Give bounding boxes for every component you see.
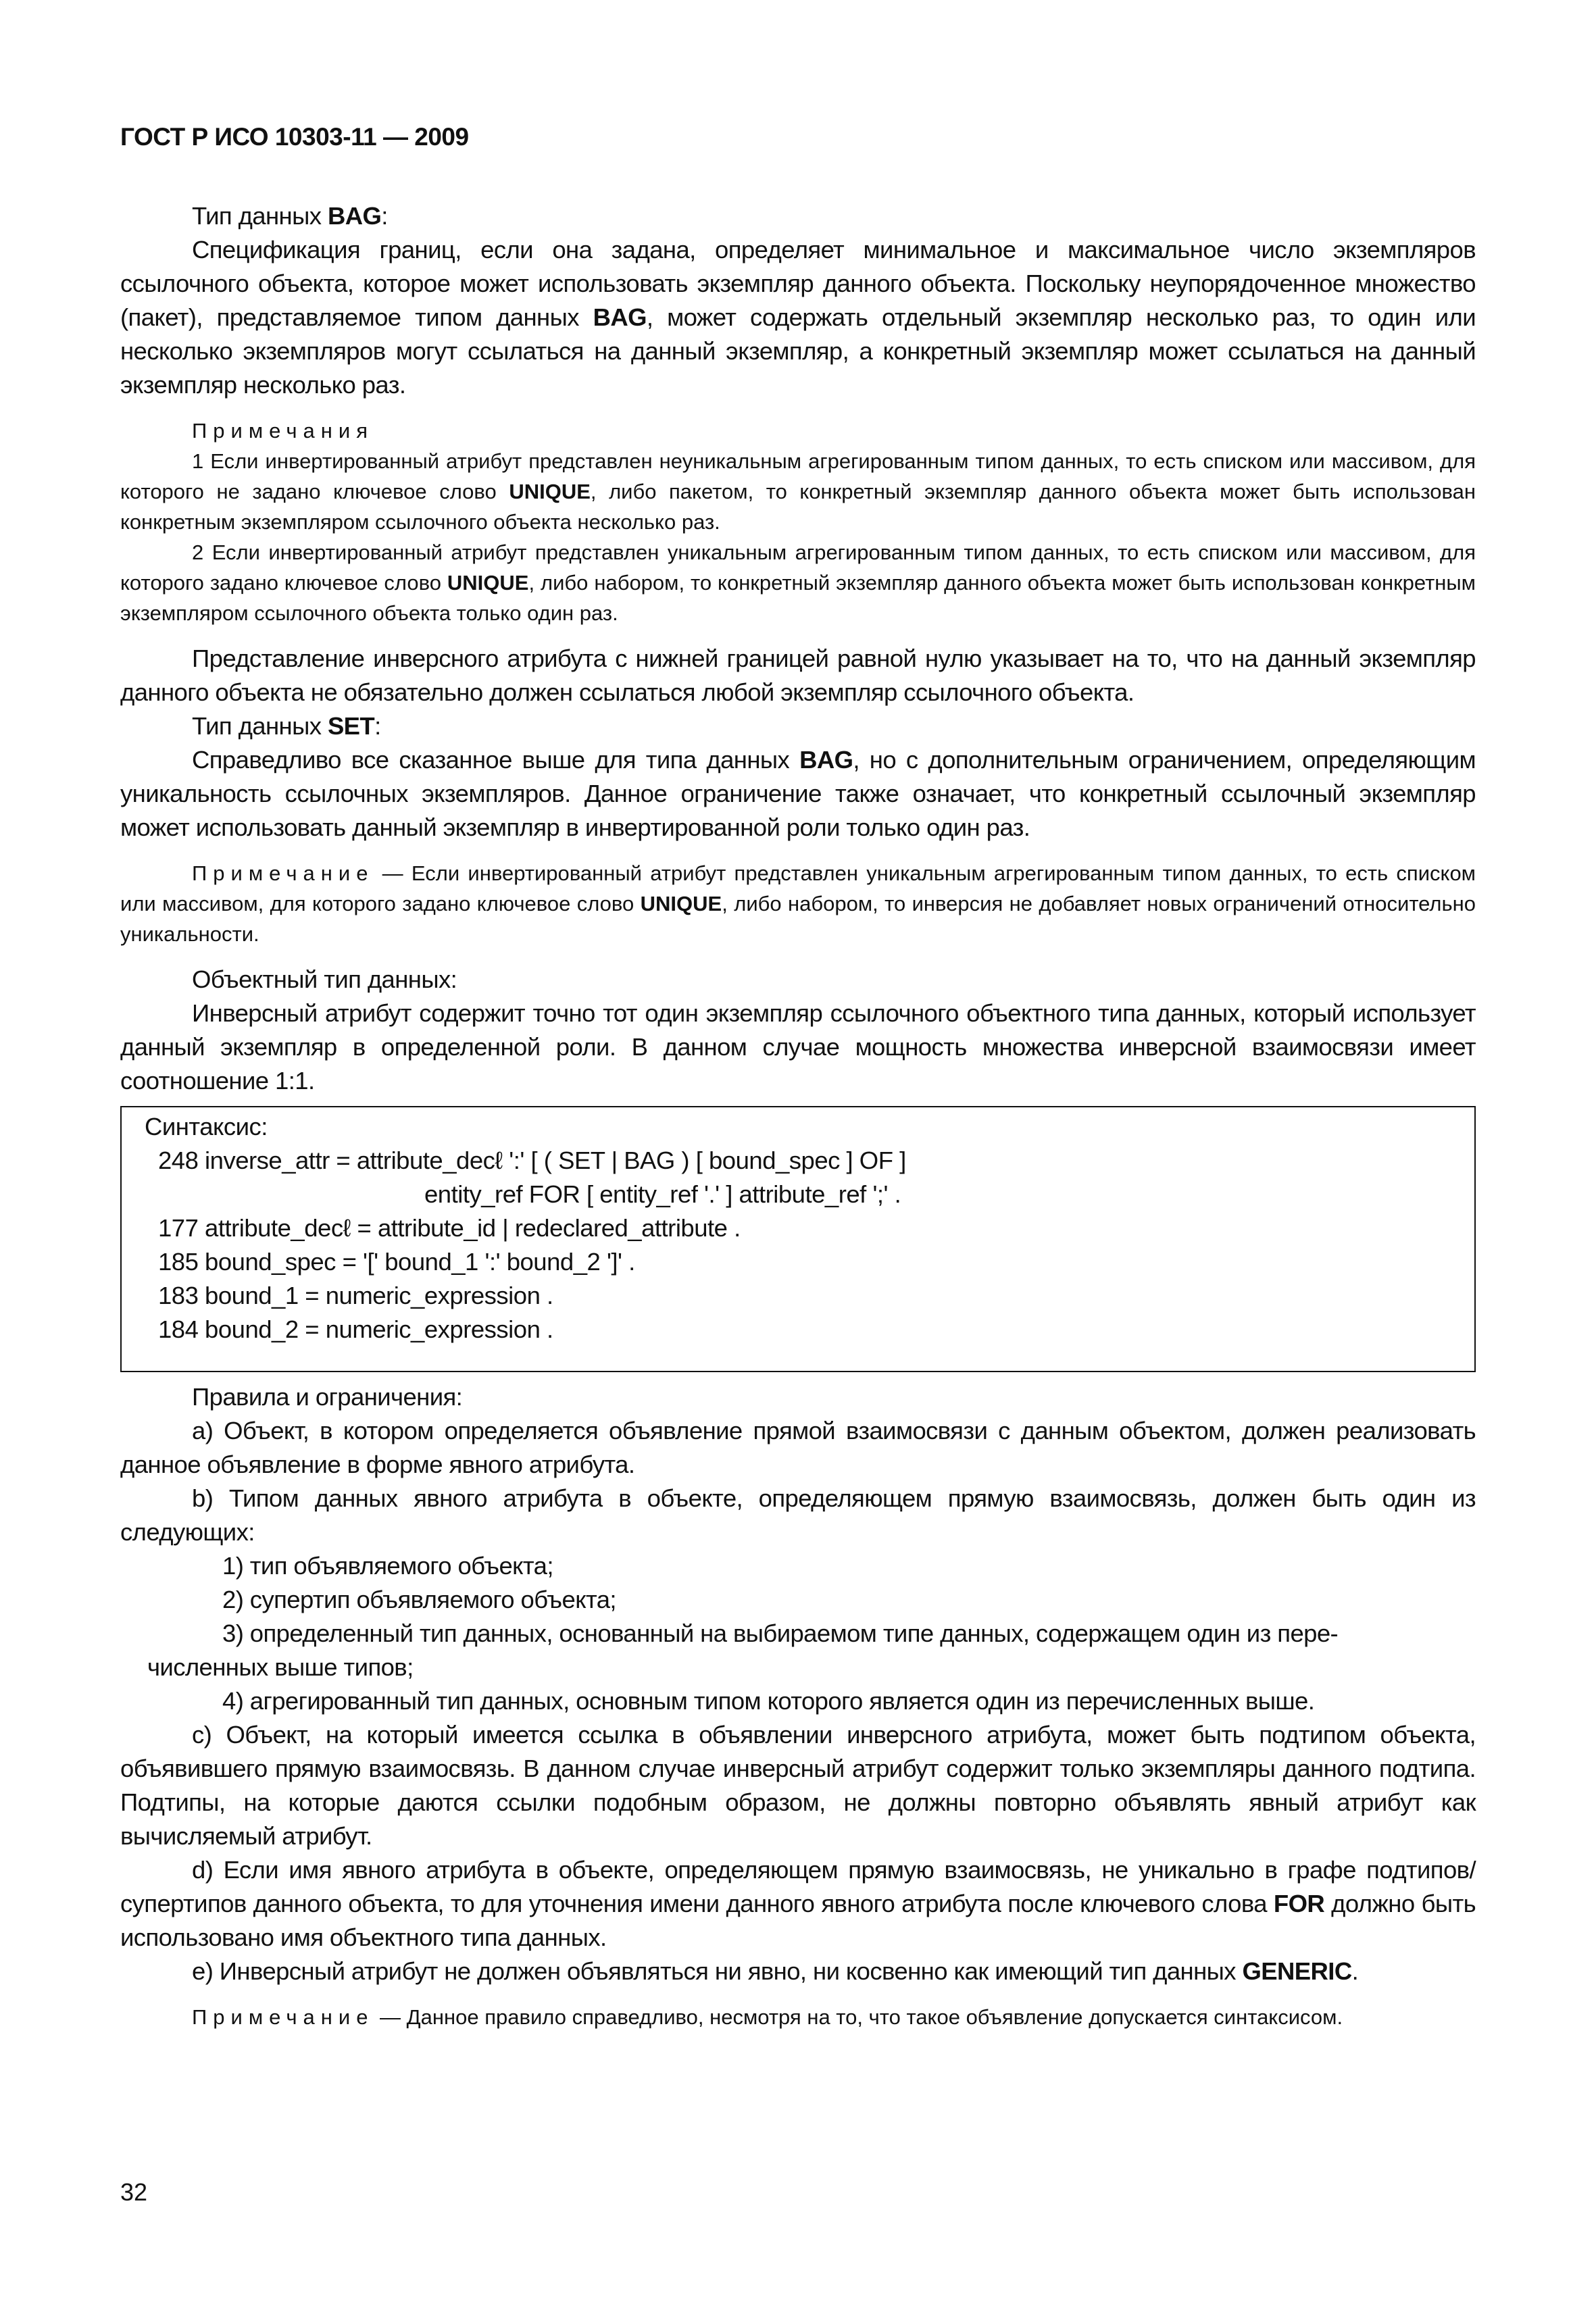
rule-b-item-3: 3) определенный тип данных, основанный на выбираемом типе данных, содержащем один из пере- численных выше типов; (147, 1619, 1339, 1681)
rule-d: d) Если имя явного атрибута в объекте, определяющем прямую взаимосвязь, не уникально в графе подтипов/супертипов данного объекта, то для уточнения имени данного явного атрибута после ключевого слова FOR должно быть использовано имя объектного типа данных. (120, 1856, 1476, 1951)
bag-heading: Тип данных BAG: (192, 202, 388, 230)
page-body (120, 199, 1476, 2032)
note-set-block (120, 858, 1476, 949)
syntax-line: 248 inverse_attr = attribute_decℓ ':' [ ( SET | BAG ) [ bound_spec ] OF ] (158, 1147, 906, 1174)
syntax-line: 183 bound_1 = numeric_expression . (158, 1282, 553, 1309)
rule-a: a) Объект, в котором определяется объявление прямой взаимосвязи с данным объектом, должен реализовать данное объявление в форме явного атрибута. (120, 1417, 1476, 1478)
syntax-line: 184 bound_2 = numeric_expression . (158, 1315, 553, 1343)
rule-e: e) Инверсный атрибут не должен объявляться ни явно, ни косвенно как имеющий тип данных GENERIC. (192, 1957, 1359, 1985)
rule-b-item-2: 2) супертип объявляемого объекта; (222, 1586, 616, 1613)
note-4: Примечание — Данное правило справедливо, несмотря на то, что такое объявление допускается синтаксисом. (192, 2005, 1343, 2029)
rule-c: c) Объект, на который имеется ссылка в объявлении инверсного атрибута, может быть подтипом объекта, объявившего прямую взаимосвязь. В данном случае инверсный атрибут содержит только экземпляры данного подтипа. Подтипы, на которые даются ссылки подобным образом, не должны повторно объявлять явный атрибут как вычисляемый атрибут. (120, 1721, 1476, 1850)
syntax-box (120, 1106, 1476, 1372)
rule-b: b) Типом данных явного атрибута в объекте, определяющем прямую взаимосвязь, должен быть один из следующих: (120, 1484, 1476, 1546)
bag-paragraph: Спецификация границ, если она задана, определяет минимальное и максимальное число экземпляров ссылочного объекта, которое может использовать экземпляр данного объекта. Поскольку неупорядоченное множество (пакет), представляемое типом данных BAG, может содержать отдельный экземпляр несколько раз, то один или несколько экземпляров могут ссылаться на данный экземпляр, а конкретный экземпляр может ссылаться на данный экземпляр несколько раз. (120, 236, 1476, 399)
rule-b-item-1: 1) тип объявляемого объекта; (222, 1552, 553, 1580)
object-heading: Объектный тип данных: (192, 965, 457, 993)
document-header: ГОСТ Р ИСО 10303-11 — 2009 (120, 123, 469, 151)
notes-label: Примечания (192, 419, 374, 443)
set-heading: Тип данных SET: (192, 712, 381, 740)
notes-block (120, 416, 1476, 628)
page-number: 32 (120, 2178, 148, 2206)
syntax-line: 177 attribute_decℓ = attribute_id | redeclared_attribute . (158, 1214, 741, 1242)
syntax-line: 185 bound_spec = '[' bound_1 ':' bound_2 ']' . (158, 1248, 635, 1276)
note-1: 1 Если инвертированный атрибут представлен неуникальным агрегированным типом данных, то есть списком или массивом, для которого не задано ключевое слово UNIQUE, либо пакетом, то конкретный экземпляр данного объекта может быть использован конкретным экземпляром ссылочного объекта несколько раз. (120, 449, 1476, 534)
rule-b-item-4: 4) агрегированный тип данных, основным типом которого является один из перечисленных выше. (222, 1687, 1315, 1715)
object-paragraph: Инверсный атрибут содержит точно тот один экземпляр ссылочного объектного типа данных, который использует данный экземпляр в определенной роли. В данном случае мощность множества инверсной взаимосвязи имеет соотношение 1:1. (120, 999, 1476, 1095)
note-2: 2 Если инвертированный атрибут представлен уникальным агрегированным типом данных, то есть списком или массивом, для которого задано ключевое слово UNIQUE, либо набором, то конкретный экземпляр данного объекта может быть использован конкретным экземпляром ссылочного объекта только один раз. (120, 540, 1476, 625)
note-rules-block (120, 2002, 1476, 2032)
inverse-paragraph: Представление инверсного атрибута с нижней границей равной нулю указывает на то, что на данный экземпляр данного объекта не обязательно должен ссылаться любой экземпляр ссылочного объекта. (120, 645, 1476, 706)
rules-heading: Правила и ограничения: (192, 1383, 463, 1411)
set-paragraph: Справедливо все сказанное выше для типа данных BAG, но с дополнительным ограничением, определяющим уникальность ссылочных экземпляров. Данное ограничение также означает, что конкретный ссылочный экземпляр может использовать данный экземпляр в инвертированной роли только один раз. (120, 746, 1476, 841)
note-3: Примечание — Если инвертированный атрибут представлен уникальным агрегированным типом данных, то есть списком или массивом, для которого задано ключевое слово UNIQUE, либо набором, то инверсия не добавляет новых ограничений относительно уникальности. (120, 861, 1476, 946)
syntax-label: Синтаксис: (145, 1113, 268, 1140)
syntax-line: entity_ref FOR [ entity_ref '.' ] attribute_ref ';' . (424, 1180, 901, 1208)
